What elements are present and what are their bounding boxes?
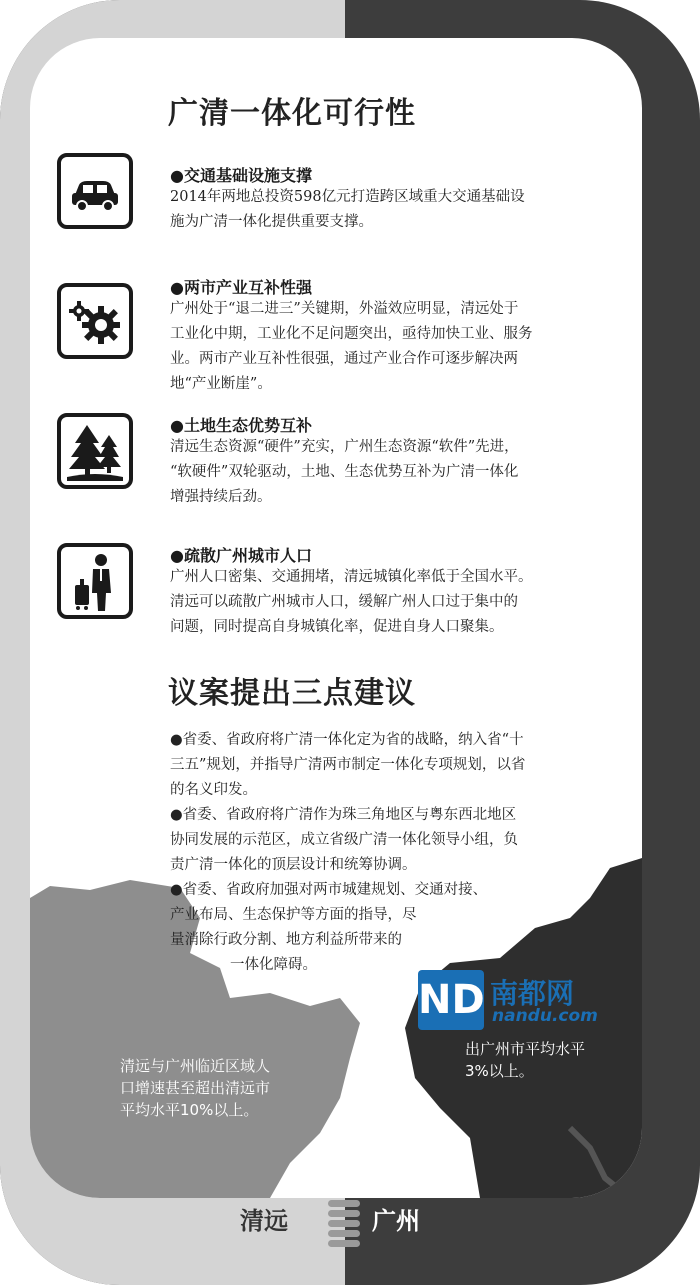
item-title-transport: ●交通基础设施支撑: [170, 166, 312, 185]
car-icon: [57, 153, 133, 229]
qingyuan-stat: [120, 1055, 270, 1121]
nandu-watermark-logo: [418, 970, 628, 1030]
logo-chinese: 南都网: [490, 977, 575, 1010]
feasibility-heading: 广清一体化可行性: [168, 96, 416, 131]
guangzhou-stat: [465, 1038, 585, 1082]
text-line: ●省委、省政府将广清作为珠三角地区与粤东西北地区: [170, 807, 517, 823]
item-body-population: [170, 565, 610, 640]
text-line: 业。两市产业互补性很强，通过产业合作可逐步解决两: [170, 351, 518, 367]
item-title-ecology: ●土地生态优势互补: [170, 416, 312, 435]
text-line: 2014年两地总投资598亿元打造跨区域重大交通基础设: [170, 189, 525, 205]
text-line: 施为广清一体化提供重要支撑。: [170, 214, 373, 230]
item-body-ecology: [170, 435, 610, 510]
text-line: 一体化障碍。: [230, 957, 317, 973]
text-line: 地“产业断崖”。: [170, 376, 272, 392]
stat-line: 3%以上。: [465, 1062, 534, 1080]
text-line: 清远可以疏散广州城市人口，缓解广州人口过于集中的: [170, 594, 518, 610]
logo-english: nandu.com: [492, 1006, 598, 1026]
label-qingyuan: 清远: [240, 1207, 288, 1235]
traveler-icon: [57, 543, 133, 619]
text-line: 广州处于“退二进三”关键期，外溢效应明显，清远处于: [170, 301, 519, 317]
item-body-transport: [170, 185, 610, 235]
stat-line: 出广州市平均水平: [465, 1040, 586, 1058]
text-line: 清远生态资源“硬件”充实，广州生态资源“软件”先进，: [170, 439, 519, 455]
text-line: 量消除行政分割、地方利益所带来的: [170, 932, 402, 948]
stat-line: 平均水平10%以上。: [120, 1101, 259, 1119]
connector-icon: [326, 1196, 362, 1248]
text-line: ●省委、省政府加强对两市城建规划、交通对接、: [170, 882, 488, 898]
text-line: 工业化中期，工业化不足问题突出，亟待加快工业、服务: [170, 326, 533, 342]
item-body-industry: [170, 297, 610, 397]
text-line: 的名义印发。: [170, 782, 257, 798]
text-line: 广州人口密集、交通拥堵，清远城镇化率低于全国水平。: [170, 569, 533, 585]
text-line: 问题，同时提高自身城镇化率，促进自身人口聚集。: [170, 619, 504, 635]
content-card: [30, 38, 642, 1198]
item-title-industry: ●两市产业互补性强: [170, 278, 312, 297]
text-line: ●省委、省政府将广清一体化定为省的战略，纳入省“十: [170, 732, 524, 748]
trees-icon: [57, 413, 133, 489]
gears-icon: [57, 283, 133, 359]
proposal-heading: 议案提出三点建议: [168, 676, 416, 711]
logo-letters: ND: [418, 970, 484, 1030]
label-guangzhou: 广州: [372, 1207, 420, 1235]
text-line: 协同发展的示范区，成立省级广清一体化领导小组，负: [170, 832, 518, 848]
item-title-population: ●疏散广州城市人口: [170, 546, 312, 565]
stat-line: 口增速甚至超出清远市: [120, 1079, 271, 1097]
text-line: 三五”规划，并指导广清两市制定一体化专项规划，以省: [170, 757, 526, 773]
stat-line: 清远与广州临近区域人: [120, 1057, 271, 1075]
text-line: 产业布局、生态保护等方面的指导，尽: [170, 907, 417, 923]
text-line: “软硬件”双轮驱动，土地、生态优势互补为广清一体化: [170, 464, 519, 480]
proposal-body: [170, 728, 620, 978]
text-line: 责广清一体化的顶层设计和统筹协调。: [170, 857, 417, 873]
text-line: 增强持续后劲。: [170, 489, 272, 505]
